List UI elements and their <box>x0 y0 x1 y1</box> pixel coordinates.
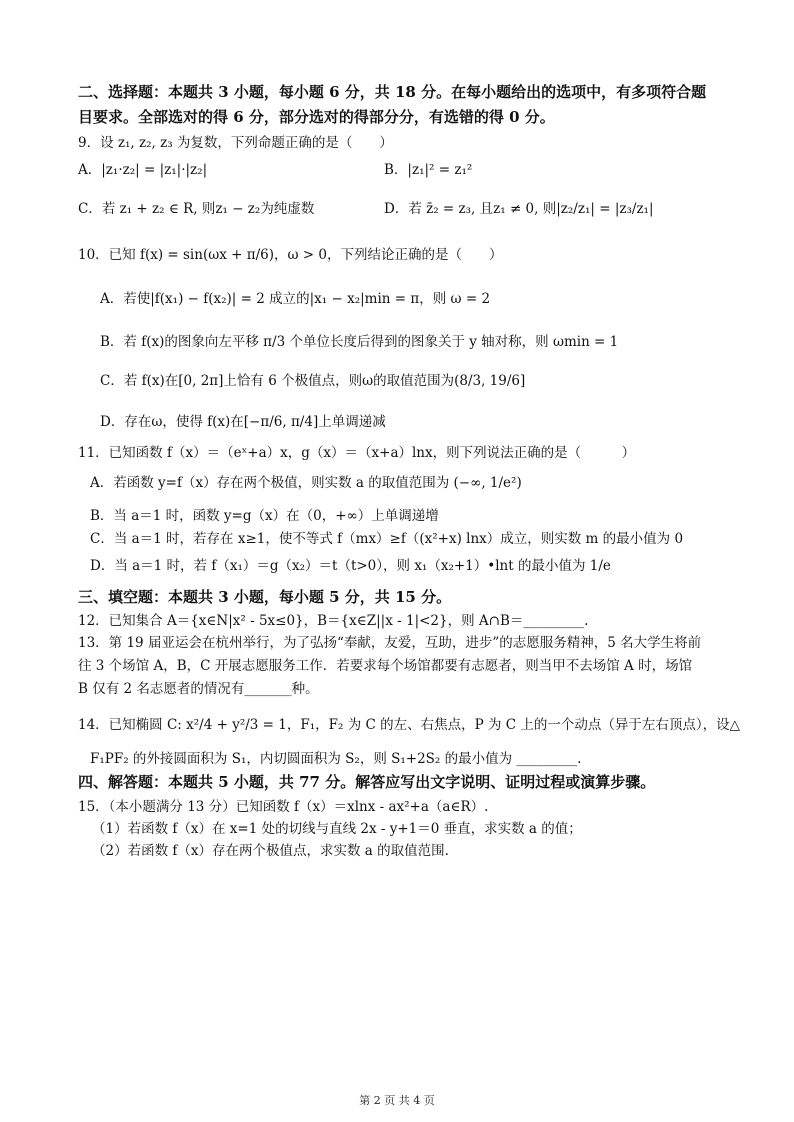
q11-option-b: B．当 a＝1 时，函数 y=g（x）在（0，+∞）上单调递增 <box>90 508 439 524</box>
q9-stem: 9．设 z₁, z₂, z₃ 为复数，下列命题正确的是（ ） <box>78 135 393 151</box>
q12-text: 12．已知集合 A＝{x∈N|x² - 5x≤0}，B＝{x∈Z||x - 1|<2}，则 A∩B＝_________. <box>78 613 589 629</box>
section4-heading: 四、解答题：本题共 5 小题，共 77 分。解答应写出文字说明、证明过程或演算步骤。 <box>78 773 656 791</box>
section2-heading-line2: 目要求。全部选对的得 6 分，部分选对的得部分分，有选错的得 0 分。 <box>78 108 555 126</box>
q11-stem: 11．已知函数 f（x）＝（eˣ+a）x，g（x）＝（x+a）lnx，则下列说法正确的是（ ） <box>78 445 636 461</box>
q15-part1: （1）若函数 f（x）在 x=1 处的切线与直线 2x - y+1＝0 垂直，求实数 a 的值； <box>92 821 582 837</box>
q11-option-a: A．若函数 y=f（x）存在两个极值，则实数 a 的取值范围为 (−∞, 1/e²) <box>90 475 522 491</box>
q9-option-d: D．若 z̄₂ = z₃, 且z₁ ≠ 0, 则|z₂/z₁| = |z₃/z₁| <box>384 201 654 217</box>
q10-option-d: D．存在ω，使得 f(x)在[−π/6, π/4]上单调递减 <box>100 414 386 430</box>
q13-line1: 13．第 19 届亚运会在杭州举行，为了弘扬“奉献，友爱，互助，进步”的志愿服务精神，5 名大学生将前 <box>78 635 702 651</box>
q10-stem: 10．已知 f(x) = sin(ωx + π/6)，ω > 0，下列结论正确的是（ ） <box>78 247 503 263</box>
q14-line2: F₁PF₂ 的外接圆面积为 S₁，内切圆面积为 S₂，则 S₁+2S₂ 的最小值为 _________. <box>90 751 582 767</box>
q14-line1: 14．已知椭圆 C: x²/4 + y²/3 = 1，F₁，F₂ 为 C 的左、右焦点，P 为 C 上的一个动点（异于左右顶点），设△ <box>78 717 741 733</box>
section2-heading-line1: 二、选择题：本题共 3 小题，每小题 6 分，共 18 分。在每小题给出的选项中，有多项符合题 <box>78 83 707 101</box>
q10-option-c: C．若 f(x)在[0, 2π]上恰有 6 个极值点，则ω的取值范围为(8/3, 19/6] <box>100 373 526 389</box>
q15-part2: （2）若函数 f（x）存在两个极值点，求实数 a 的取值范围. <box>92 843 449 859</box>
q9-option-b: B．|z₁|² = z₁² <box>384 162 473 178</box>
q11-option-c: C．当 a＝1 时，若存在 x≥1，使不等式 f（mx）≥f（(x²+x) lnx）成立，则实数 m 的最小值为 0 <box>90 531 684 547</box>
page-number: 第 2 页 共 4 页 <box>359 1094 435 1107</box>
section3-heading: 三、填空题：本题共 3 小题，每小题 5 分，共 15 分。 <box>78 588 452 606</box>
q13-line3: B 仅有 2 名志愿者的情况有_______种。 <box>78 681 319 697</box>
q10-option-b: B．若 f(x)的图象向左平移 π/3 个单位长度后得到的图象关于 y 轴对称，则 ωmin = 1 <box>100 334 619 350</box>
q9-option-a: A．|z₁·z₂| = |z₁|·|z₂| <box>78 162 208 178</box>
q9-option-c: C．若 z₁ + z₂ ∈ R, 则z₁ − z₂为纯虚数 <box>78 201 315 217</box>
q11-option-d: D．当 a＝1 时，若 f（x₁）＝g（x₂）＝t（t>0），则 x₁（x₂+1）•lnt 的最小值为 1/e <box>90 558 611 574</box>
q10-option-a: A．若使|f(x₁) − f(x₂)| = 2 成立的|x₁ − x₂|min = π，则 ω = 2 <box>100 291 491 307</box>
q15-stem: 15．（本小题满分 13 分）已知函数 f（x）＝xlnx - ax²+a（a∈R）. <box>78 799 489 815</box>
q13-line2: 往 3 个场馆 A，B，C 开展志愿服务工作．若要求每个场馆都要有志愿者，则当甲不去场馆 A 时，场馆 <box>78 658 693 674</box>
